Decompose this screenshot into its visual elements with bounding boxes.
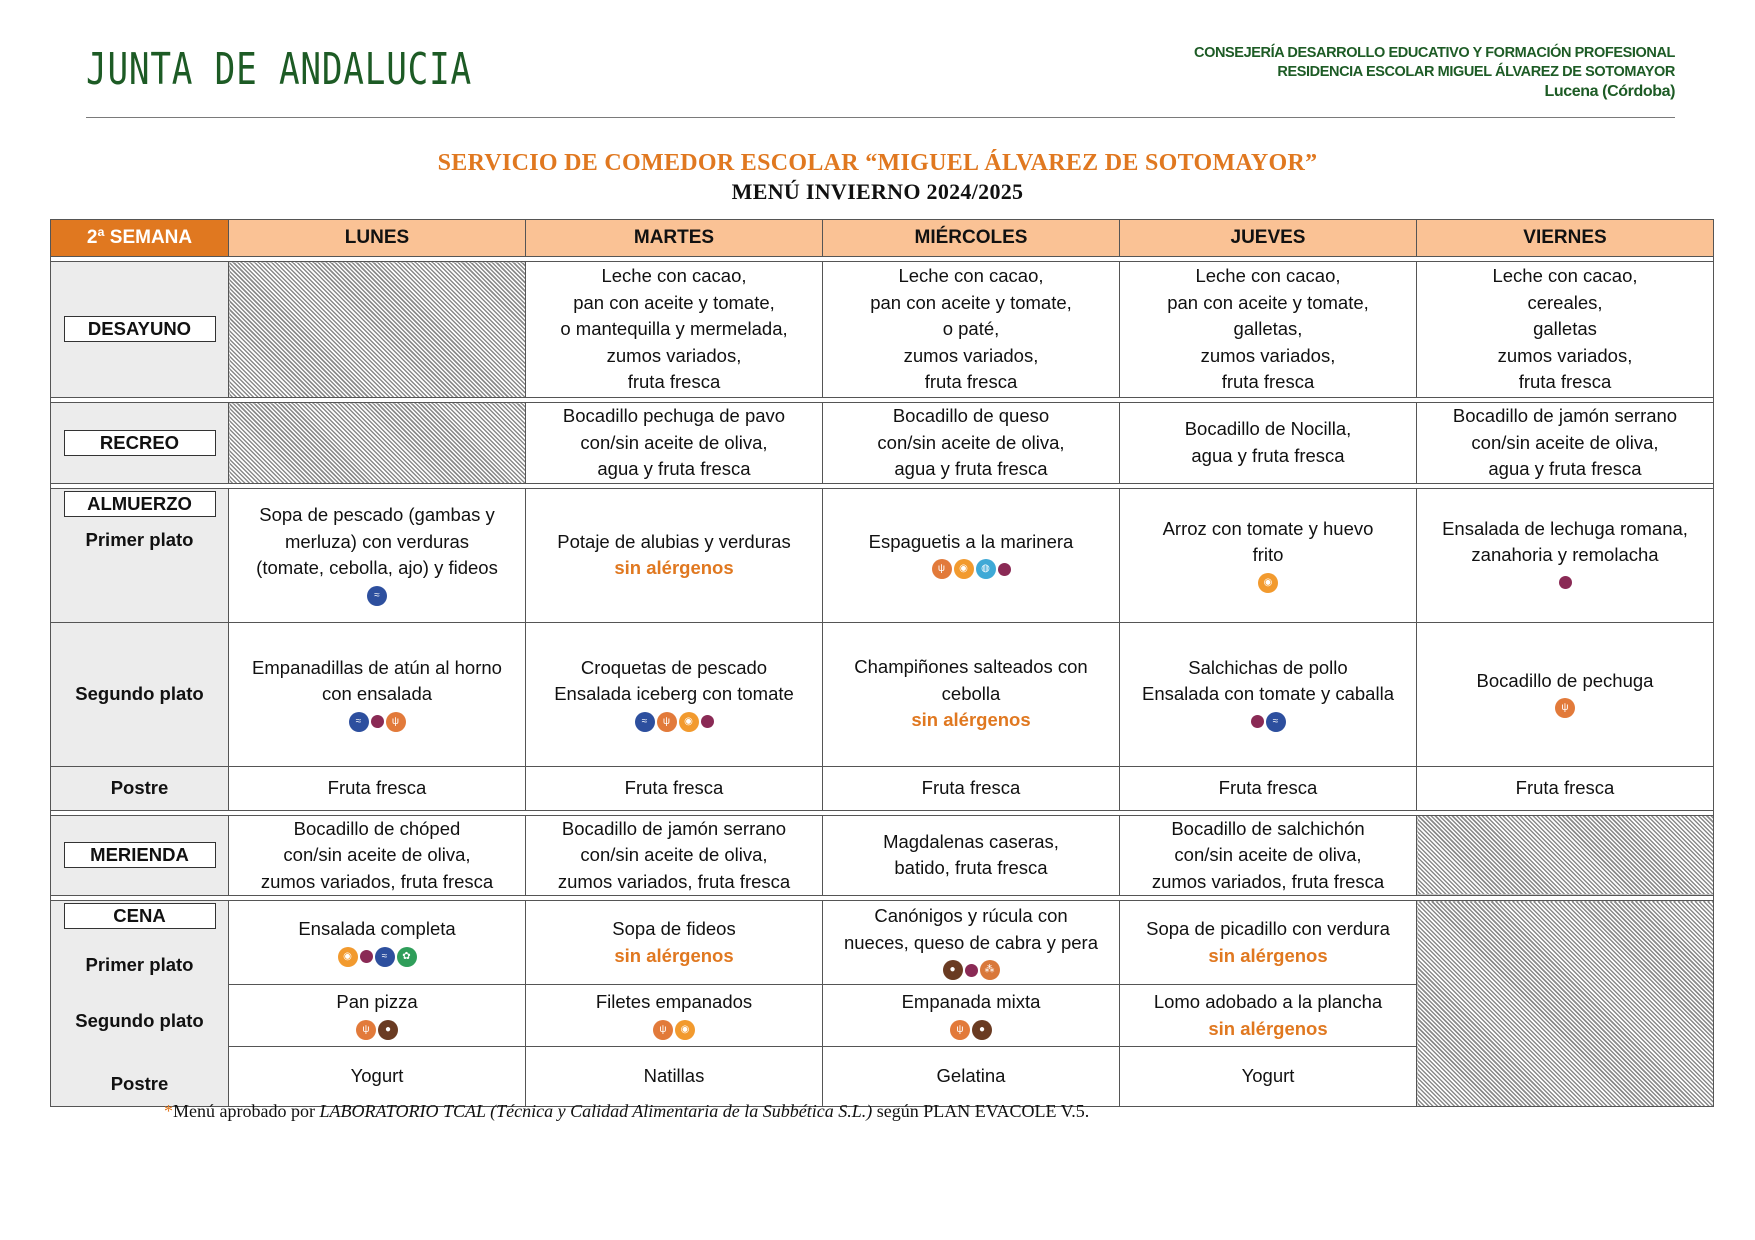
egg-icon: ◉ (338, 947, 358, 967)
dish-line: Champiñones salteados con (854, 656, 1088, 678)
dish-line: zanahoria y remolacha (1471, 544, 1659, 565)
menu-line: cereales, (1527, 291, 1603, 313)
dish-line: frito (1252, 544, 1284, 565)
allergen-icons (233, 943, 521, 969)
menu-line: zumos variados, (1200, 344, 1336, 366)
desayuno-cell (526, 262, 823, 398)
almuerzo-label-box: ALMUERZO (64, 491, 216, 517)
almuerzo-segundo-cell (1417, 622, 1714, 766)
dish-line: Ensalada de lechuga romana, (1442, 517, 1688, 539)
recreo-row (51, 403, 1714, 484)
sulphite-icon (360, 950, 373, 963)
menu-line: galletas, (1233, 318, 1303, 340)
egg-icon: ◉ (675, 1020, 695, 1040)
menu-line: Magdalenas caseras, (883, 830, 1059, 852)
nuts-icon: ● (943, 960, 963, 980)
almuerzo-segundo-cell (526, 622, 823, 766)
postre-cell: Fruta fresca (823, 766, 1120, 810)
almuerzo-primero-cell (823, 488, 1120, 622)
dish-line: Empanada mixta (901, 991, 1041, 1013)
gluten-icon: ψ (950, 1020, 970, 1040)
desayuno-cell (823, 262, 1120, 398)
fish-icon: ≈ (1266, 712, 1286, 732)
footer-text-2: según PLAN EVACOLE V.5. (872, 1101, 1090, 1121)
menu-line: con/sin aceite de oliva, (283, 844, 471, 865)
postre-cell: Fruta fresca (1120, 766, 1417, 810)
cena-label-box: CENA (64, 903, 216, 929)
sulphite-icon (371, 715, 384, 728)
cena-segundo-cell (823, 985, 1120, 1047)
merienda-cell (229, 815, 526, 896)
allergen-icons (1421, 569, 1709, 595)
menu-line: pan con aceite y tomate, (573, 291, 775, 313)
dish-line: con ensalada (321, 683, 433, 704)
nuts-icon: ● (378, 1020, 398, 1040)
menu-line: Bocadillo de queso (892, 405, 1050, 426)
junta-andalucia-logo: JUNTA DE ANDALUCIA (86, 44, 472, 95)
menu-line: zumos variados, fruta fresca (557, 870, 791, 892)
gluten-icon: ψ (657, 712, 677, 732)
menu-line: agua y fruta fresca (1488, 458, 1642, 479)
postre-label: Postre (110, 776, 169, 798)
org-line-2: RESIDENCIA ESCOLAR MIGUEL ÁLVAREZ DE SOTOMAYOR (1277, 64, 1675, 80)
almuerzo-primero-cell (526, 488, 823, 622)
merienda-cell (1120, 815, 1417, 896)
menu-line: con/sin aceite de oliva, (1471, 431, 1659, 453)
day-header: MARTES (526, 220, 823, 257)
recreo-cell (526, 403, 823, 484)
menu-line: Bocadillo de jamón serrano (1452, 405, 1678, 426)
empty-cell (1417, 901, 1714, 1107)
row-label (51, 403, 229, 484)
menu-line: zumos variados, fruta fresca (1151, 870, 1385, 892)
menu-line: Leche con cacao, (1492, 265, 1638, 287)
dish-line: Arroz con tomate y huevo (1162, 517, 1374, 539)
dish-line: Bocadillo de pechuga (1476, 669, 1654, 691)
postre-cell: Fruta fresca (526, 766, 823, 810)
page-title: SERVICIO DE COMEDOR ESCOLAR “MIGUEL ÁLVAREZ DE SOTOMAYOR” (437, 150, 1318, 176)
day-header: LUNES (229, 220, 526, 257)
cena-postre-cell: Yogurt (1120, 1047, 1417, 1107)
postre-cell: Fruta fresca (229, 766, 526, 810)
allergen-icons (827, 956, 1115, 982)
no-allergens-label: sin alérgenos (1208, 944, 1328, 966)
menu-line: galletas (1533, 318, 1597, 340)
menu-line: Bocadillo de jamón serrano (561, 817, 787, 839)
menu-line: zumos variados, (903, 344, 1039, 366)
no-allergens-label: sin alérgenos (1208, 1017, 1328, 1039)
gluten-icon: ψ (1555, 698, 1575, 718)
table-header-row (51, 220, 1714, 257)
dish-line: Espaguetis a la marinera (868, 530, 1074, 552)
dish-line: Ensalada iceberg con tomate (554, 683, 794, 704)
recreo-cell (1120, 403, 1417, 484)
cena-primer-row (51, 901, 1714, 985)
allergen-icons (1124, 569, 1412, 595)
merienda-row (51, 815, 1714, 896)
menu-line: Leche con cacao, (1195, 265, 1341, 287)
cena-segundo-cell (526, 985, 823, 1047)
dish-line: Sopa de fideos (612, 918, 736, 939)
dish-line: Canónigos y rúcula con (874, 905, 1068, 926)
dish-line: Salchichas de pollo (1188, 656, 1348, 678)
menu-line: o mantequilla y mermelada, (560, 318, 788, 340)
cena-postre-cell: Natillas (526, 1047, 823, 1107)
dish-line: nueces, queso de cabra y pera (843, 931, 1099, 953)
recreo-label-box: RECREO (64, 430, 216, 456)
empty-cell (1417, 815, 1714, 896)
gluten-icon: ψ (932, 559, 952, 579)
cena-postre-cell: Yogurt (229, 1047, 526, 1107)
dish-line: Ensalada completa (298, 918, 456, 940)
menu-line: Bocadillo pechuga de pavo (562, 405, 786, 426)
day-header: VIERNES (1417, 220, 1714, 257)
allergen-icons (1421, 694, 1709, 720)
menu-table (50, 219, 1714, 1107)
menu-line: Bocadillo de salchichón (1171, 817, 1365, 839)
dish-line: Lomo adobado a la plancha (1153, 991, 1383, 1012)
menu-line: zumos variados, (606, 344, 742, 366)
footer-text-1: Menú aprobado por (173, 1101, 320, 1121)
dish-line: Sopa de picadillo con verdura (1146, 918, 1390, 939)
dish-line: cebolla (941, 682, 1001, 704)
desayuno-cell (1120, 262, 1417, 398)
sulphite-icon (965, 964, 978, 977)
menu-line: fruta fresca (1518, 371, 1612, 393)
menu-line: Leche con cacao, (601, 265, 747, 287)
sulphite-icon (1251, 715, 1264, 728)
menu-line: batido, fruta fresca (894, 857, 1048, 879)
gluten-icon: ψ (386, 712, 406, 732)
almuerzo-segundo-cell (823, 622, 1120, 766)
day-header: MIÉRCOLES (823, 220, 1120, 257)
row-label (51, 766, 229, 810)
menu-line: pan con aceite y tomate, (870, 291, 1072, 313)
header-divider (86, 117, 1675, 118)
gluten-icon: ψ (356, 1020, 376, 1040)
allergen-icons (233, 1016, 521, 1042)
desayuno-label-box: DESAYUNO (64, 316, 216, 342)
cena-postre-cell: Gelatina (823, 1047, 1120, 1107)
dish-line: Pan pizza (336, 991, 418, 1013)
egg-icon: ◉ (954, 559, 974, 579)
egg-icon: ◉ (679, 712, 699, 732)
menu-line: agua y fruta fresca (894, 458, 1048, 479)
cena-label-column (51, 901, 229, 1107)
footer-star: * (164, 1101, 173, 1121)
sulphite-icon (998, 563, 1011, 576)
fish-icon: ≈ (375, 947, 395, 967)
allergen-icons (233, 708, 521, 734)
allergen-icons (827, 1016, 1115, 1042)
row-label (51, 815, 229, 896)
almuerzo-primero-cell (229, 488, 526, 622)
week-label: 2ª SEMANA (51, 220, 229, 257)
menu-line: zumos variados, fruta fresca (260, 870, 494, 892)
menu-line: con/sin aceite de oliva, (877, 431, 1065, 453)
desayuno-cell (1417, 262, 1714, 398)
menu-line: Leche con cacao, (898, 265, 1044, 287)
footer-note (164, 1101, 1089, 1122)
dish-line: Ensalada con tomate y caballa (1142, 683, 1394, 704)
allergen-icons (827, 555, 1115, 581)
dish-line: Filetes empanados (595, 991, 753, 1013)
dish-line: Empanadillas de atún al horno (252, 656, 502, 678)
recreo-cell (823, 403, 1120, 484)
nuts-icon: ● (972, 1020, 992, 1040)
celery-icon: ✿ (397, 947, 417, 967)
row-label (51, 622, 229, 766)
allergen-icons (530, 1016, 818, 1042)
sulphite-icon (701, 715, 714, 728)
menu-line: con/sin aceite de oliva, (1174, 844, 1362, 865)
almuerzo-primero-cell (1120, 488, 1417, 622)
allergen-icons (1124, 708, 1412, 734)
empty-cell (229, 403, 526, 484)
no-allergens-label: sin alérgenos (614, 944, 734, 966)
milk-icon: ⁂ (980, 960, 1000, 980)
gluten-icon: ψ (653, 1020, 673, 1040)
postre-label: Postre (110, 1072, 169, 1094)
institution-header (1194, 44, 1675, 101)
fish-icon: ≈ (349, 712, 369, 732)
menu-line: pan con aceite y tomate, (1167, 291, 1369, 313)
org-line-3: Lucena (Córdoba) (1544, 83, 1675, 100)
allergen-icons (530, 708, 818, 734)
merienda-cell (823, 815, 1120, 896)
almuerzo-postre-row (51, 766, 1714, 810)
allergen-icons (233, 582, 521, 608)
cena-primero-cell (823, 901, 1120, 985)
sulphite-icon (1559, 576, 1572, 589)
dish-line: merluza) con verduras (284, 530, 470, 552)
day-header: JUEVES (1120, 220, 1417, 257)
almuerzo-primer-row (51, 488, 1714, 622)
menu-line: Bocadillo de Nocilla, (1184, 418, 1352, 440)
menu-line: agua y fruta fresca (1191, 444, 1345, 466)
mollusc-icon: ◍ (976, 559, 996, 579)
almuerzo-segundo-cell (1120, 622, 1417, 766)
segundo-label: Segundo plato (75, 682, 204, 704)
menu-line: fruta fresca (1221, 371, 1315, 393)
cena-segundo-cell (229, 985, 526, 1047)
almuerzo-primero-cell (1417, 488, 1714, 622)
org-line-1: CONSEJERÍA DESARROLLO EDUCATIVO Y FORMACIÓN PROFESIONAL (1194, 45, 1675, 61)
menu-line: agua y fruta fresca (597, 458, 751, 479)
menu-line: fruta fresca (924, 371, 1018, 393)
row-label (51, 262, 229, 398)
footer-lab: LABORATORIO TCAL (Técnica y Calidad Alimentaria de la Subbética S.L.) (319, 1101, 873, 1121)
menu-line: o paté, (942, 318, 1000, 340)
menu-line: fruta fresca (627, 371, 721, 393)
no-allergens-label: sin alérgenos (614, 557, 734, 578)
cena-primero-cell (526, 901, 823, 985)
empty-cell (229, 262, 526, 398)
page-subtitle: MENÚ INVIERNO 2024/2025 (731, 179, 1024, 204)
segundo-label: Segundo plato (75, 1010, 204, 1031)
dish-line: Potaje de alubias y verduras (557, 530, 791, 552)
desayuno-row (51, 262, 1714, 398)
menu-line: zumos variados, (1497, 344, 1633, 366)
dish-line: (tomate, cebolla, ajo) y fideos (256, 557, 498, 579)
menu-line: con/sin aceite de oliva, (580, 844, 768, 865)
almuerzo-segundo-row (51, 622, 1714, 766)
primer-label: Primer plato (85, 529, 194, 550)
menu-line: con/sin aceite de oliva, (580, 431, 768, 453)
almuerzo-segundo-cell (229, 622, 526, 766)
fish-icon: ≈ (367, 586, 387, 606)
no-allergens-label: sin alérgenos (911, 709, 1031, 731)
dish-line: Croquetas de pescado (580, 656, 768, 678)
cena-primero-cell (1120, 901, 1417, 985)
cena-primero-cell (229, 901, 526, 985)
merienda-label-box: MERIENDA (64, 842, 216, 868)
recreo-cell (1417, 403, 1714, 484)
primer-label: Primer plato (85, 953, 194, 975)
menu-line: Bocadillo de chóped (293, 817, 461, 839)
cena-segundo-cell (1120, 985, 1417, 1047)
dish-line: Sopa de pescado (gambas y (259, 504, 495, 526)
merienda-cell (526, 815, 823, 896)
row-label (51, 488, 229, 622)
fish-icon: ≈ (635, 712, 655, 732)
egg-icon: ◉ (1258, 573, 1278, 593)
postre-cell: Fruta fresca (1417, 766, 1714, 810)
